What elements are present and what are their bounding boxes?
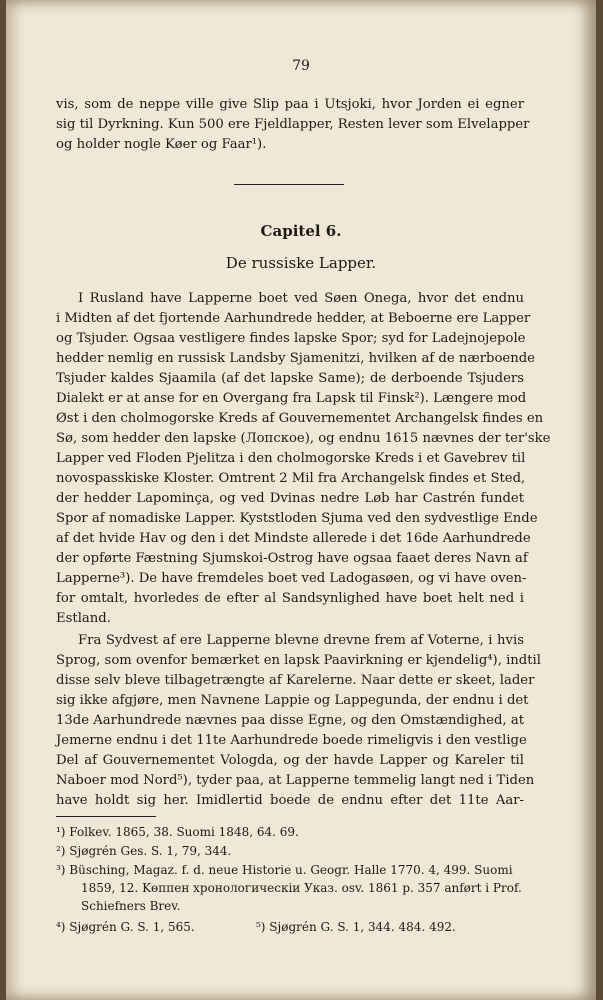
text-line: Sprog, som ovenfor bemærket en lapsk Paavirkning er kjendelig⁴), indtil [56, 653, 541, 668]
text-line: i Midten af det fjortende Aarhundrede hedder, at Beboerne ere Lapper [56, 311, 531, 326]
chapter-heading: Capitel 6. [260, 222, 342, 240]
text-line: Del af Gouvernementet Vologda, og der havde Lapper og Kareler til [56, 753, 524, 768]
text-line: Dialekt er at anse for en Overgang fra Lapsk til Finsk²). Længere mod [56, 391, 527, 406]
text-line: I Rusland have Lapperne boet ved Søen Onega, hvor det endnu [78, 291, 524, 306]
text-line: Lapperne³). De have fremdeles boet ved Ladogasøen, og vi have oven- [56, 571, 527, 586]
footnote-divider [56, 816, 156, 817]
text-line: Spor af nomadiske Lapper. Kyststloden Sjuma ved den sydvestlige Ende [56, 511, 538, 526]
text-line: Lapper ved Floden Pjelitza i den cholmogorske Kreds i et Gavebrev til [56, 451, 526, 466]
text-line: og holder nogle Køer og Faar¹). [56, 137, 267, 152]
footnote-continuation: Schiefners Brev. [81, 899, 181, 913]
text-line: der hedder Lapominça, og ved Dvinas nedre Løb har Castrén fundet [56, 491, 524, 506]
text-line: Tsjuder kaldes Sjaamila (af det lapske Same); de derboende Tsjuders [56, 371, 524, 386]
footnote: ⁴) Sjøgrén G. S. 1, 565. [56, 920, 195, 934]
footnote: ¹) Folkev. 1865, 38. Suomi 1848, 64. 69. [56, 825, 299, 839]
text-line: sig til Dyrkning. Kun 500 ere Fjeldlapper, Resten lever som Elvelapper [56, 117, 530, 132]
text-line: der opførte Fæstning Sjumskoi-Ostrog have ogsaa faaet deres Navn af [56, 551, 528, 566]
text-line: disse selv bleve tilbagetrængte af Karelerne. Naar dette er skeet, lader [56, 673, 535, 688]
footnote: ²) Sjøgrén Ges. S. 1, 79, 344. [56, 844, 232, 858]
page-number: 79 [292, 58, 310, 74]
text-line: Jemerne endnu i det 11te Aarhundrede boede rimeligvis i den vestlige [56, 733, 527, 748]
text-line: Naboer mod Nord⁵), tyder paa, at Lapperne temmelig langt ned i Tiden [56, 773, 535, 788]
text-line: og Tsjuder. Ogsaa vestligere findes lapske Spor; syd for Ladejnojepole [56, 331, 526, 346]
text-line: Estland. [56, 611, 111, 626]
text-line: 13de Aarhundrede nævnes paa disse Egne, og den Omstændighed, at [56, 713, 524, 728]
footnote: ³) Büsching, Magaz. f. d. neue Historie u. Geogr. Halle 1770. 4, 499. Suomi [56, 863, 513, 877]
text-line: have holdt sig her. Imidlertid boede de endnu efter det 11te Aar- [56, 793, 524, 808]
text-line: Fra Sydvest af ere Lapperne blevne drevne frem af Voterne, i hvis [78, 633, 524, 648]
chapter-subtitle: De russiske Lapper. [225, 254, 377, 272]
text-line: af det hvide Hav og den i det Mindste allerede i det 16de Aarhundrede [56, 531, 531, 546]
text-line: vis, som de neppe ville give Slip paa i Utsjoki, hvor Jorden ei egner [56, 97, 524, 112]
text-line: for omtalt, hvorledes de efter al Sandsynlighed have boet helt ned i [56, 591, 524, 606]
text-line: Sø, som hedder den lapske (Лопское), og endnu 1615 nævnes der ter'ske [56, 431, 551, 446]
text-line: hedder nemlig en russisk Landsby Sjamenitzi, hvilken af de nærboende [56, 351, 535, 366]
section-divider [234, 184, 344, 185]
footnote-continuation: 1859, 12. Kөппен хронологическiи Указ. osv. 1861 p. 357 anført i Prof. [81, 881, 522, 895]
book-page [6, 0, 596, 1000]
text-line: Øst i den cholmogorske Kreds af Gouvernementet Archangelsk findes en [56, 411, 544, 426]
footnote: ⁵) Sjøgrén G. S. 1, 344. 484. 492. [256, 920, 456, 934]
text-line: sig ikke afgjøre, men Navnene Lappie og Lappegunda, der endnu i det [56, 693, 529, 708]
text-line: novospasskiske Kloster. Omtrent 2 Mil fra Archangelsk findes et Sted, [56, 471, 526, 486]
